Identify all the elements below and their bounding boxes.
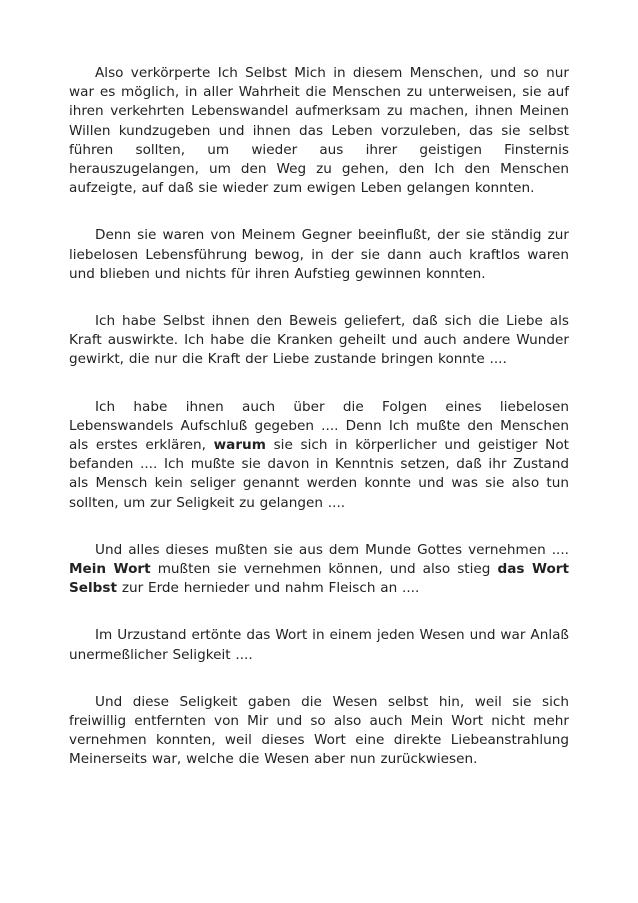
paragraph-text: sie sich in körperlicher und geistiger Not befanden .... Ich mußte sie davon in Kenntnis setzen, daß ihr Zustand als Mensch kein seliger genannt werden konnte und was sie also tun sollten, um zur Seligkeit zu gelangen .... — [69, 437, 569, 511]
paragraph-text: Und alles dieses mußten sie aus dem Munde Gottes vernehmen .... — [95, 541, 569, 558]
paragraph-text: Also verkörperte Ich Selbst Mich in diesem Menschen, und so nur war es möglich, in aller Wahrheit die Menschen zu unterweisen, sie auf ihren verkehrten Lebenswandel aufmerksam zu machen, ihnen Meinen Willen kundzugeben und ihnen das Leben vorzuleben, das sie selbst führen sollten, um wieder aus ihrer geistigen Finsternis herauszugelangen, um den Weg zu gehen, den Ich den Menschen aufzeigte, auf daß sie wieder zum ewigen Leben gelangen konnten. — [69, 65, 569, 197]
paragraph-4 — [69, 398, 569, 513]
paragraph-text: mußten sie vernehmen können, und also stieg — [150, 561, 498, 578]
paragraph-text: zur Erde hernieder und nahm Fleisch an .... — [117, 580, 420, 597]
paragraph-text: Und diese Seligkeit gaben die Wesen selbst hin, weil sie sich freiwillig entfernten von Mir und so also auch Mein Wort nicht mehr vernehmen konnten, weil dieses Wort eine direkte Liebeanstrahlung Meinerseits war, welche die Wesen aber nun zurückwiesen. — [69, 693, 569, 768]
paragraph-6 — [69, 626, 569, 664]
paragraph-7 — [69, 693, 569, 770]
paragraph-text: Denn sie waren von Meinem Gegner beeinflußt, der sie ständig zur liebelosen Lebensführung bewog, in der sie dann auch kraftlos waren und blieben und nichts für ihren Aufstieg gewinnen konnten. — [69, 227, 569, 282]
paragraph-text: Ich habe Selbst ihnen den Beweis geliefert, daß sich die Liebe als Kraft auswirkte. Ich habe die Kranken geheilt und auch andere Wunder gewirkt, die nur die Kraft der Liebe zustande bringen konnte .... — [69, 313, 569, 368]
paragraph-text: Im Urzustand ertönte das Wort in einem jeden Wesen und war Anlaß unermeßlicher Seligkeit .... — [69, 627, 569, 663]
emphasis-warum: warum — [213, 437, 266, 454]
paragraph-1 — [69, 64, 569, 198]
paragraph-5 — [69, 541, 569, 599]
paragraph-2 — [69, 226, 569, 284]
paragraph-text: Ich habe ihnen auch über die Folgen eines liebelosen Lebenswandels Aufschluß gegeben .... Denn Ich mußte den Menschen als erstes erklären, — [69, 398, 569, 454]
document-page — [69, 64, 569, 798]
emphasis-das-wort-selbst: das Wort Selbst — [69, 561, 569, 597]
paragraph-3 — [69, 312, 569, 370]
emphasis-mein-wort: Mein Wort — [69, 561, 151, 578]
